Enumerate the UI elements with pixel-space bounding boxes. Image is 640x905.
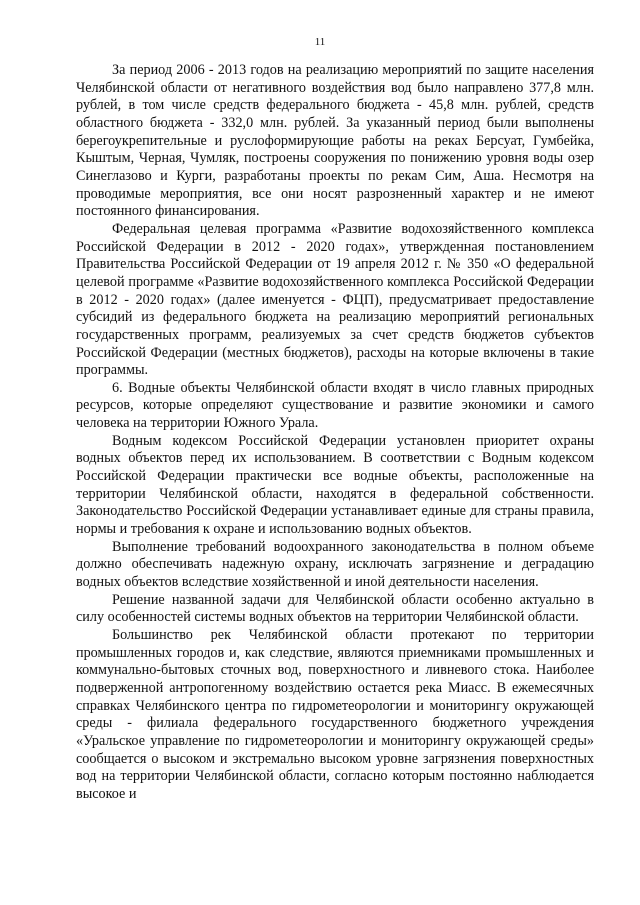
paragraph-funding-2006-2013: За период 2006 - 2013 годов на реализацию мероприятий по защите населения Челябинской области от негативного воздействия вод было направлено 377,8 млн. рублей, в том числе средств федерального бюджета - 45,8 млн. рублей, средств областного бюджета - 332,0 млн. рублей. За указанный период были выполнены берегоукрепительные и руслоформирующие работы на реках Берсуат, Гумбейка, Кыштым, Черная, Чумляк, построены сооружения по понижению уровня воды озер Синеглазово и Курги, разработаны проекты по рекам Сим, Аша. Несмотря на проводимые мероприятия, все они носят разрозненный характер и не имеют постоянного финансирования. <box>76 62 594 220</box>
paragraph-legislation-requirements: Выполнение требований водоохранного законодательства в полном объеме должно обеспечивать надежную охрану, исключать загрязнение и деградацию водных объектов вследствие хозяйственной и иной деятельности населения. <box>76 538 594 591</box>
paragraph-river-pollution: Большинство рек Челябинской области протекают по территории промышленных городов и, как следствие, являются приемниками промышленных и коммунально-бытовых сточных вод, поверхностного и ливневого стока. Наиболее подверженной антропогенному воздействию остается река Миасс. В ежемесячных справках Челябинского центра по гидрометеорологии и мониторингу окружающей среды - филиала федерального государственного бюджетного учреждения «Уральское управление по гидрометеорологии и мониторингу окружающей среды» сообщается о высоком и экстремально высоком уровне загрязнения поверхностных вод на территории Челябинской области, согласно которым постоянно наблюдается высокое и <box>76 627 594 802</box>
paragraph-federal-target-program: Федеральная целевая программа «Развитие водохозяйственного комплекса Российской Федерации в 2012 - 2020 годах», утвержденная постановлением Правительства Российской Федерации от 19 апреля 2012 г. № 350 «О федеральной целевой программе «Развитие водохозяйственного комплекса Российской Федерации в 2012 - 2020 годах» (далее именуется - ФЦП), предусматривает предоставление субсидий из федерального бюджета на реализацию мероприятий региональных государственных программ, реализуемых за счет средств бюджетов субъектов Российской Федерации (местных бюджетов), расходы на которые включены в такие программы. <box>76 220 594 379</box>
paragraph-water-code: Водным кодексом Российской Федерации установлен приоритет охраны водных объектов перед их использованием. В соответствии с Водным кодексом Российской Федерации практически все водные объекты, расположенные на территории Челябинской области, находятся в федеральной собственности. Законодательство Российской Федерации устанавливает единые для страны правила, нормы и требования к охране и использованию водных объектов. <box>76 432 594 538</box>
paragraph-task-relevance: Решение названной задачи для Челябинской области особенно актуально в силу особенностей системы водных объектов на территории Челябинской области. <box>76 591 594 626</box>
page-number: 11 <box>314 36 326 48</box>
document-body <box>76 62 594 804</box>
paragraph-water-resources: 6. Водные объекты Челябинской области входят в число главных природных ресурсов, которые определяют существование и развитие экономики и самого человека на территории Южного Урала. <box>76 379 594 432</box>
